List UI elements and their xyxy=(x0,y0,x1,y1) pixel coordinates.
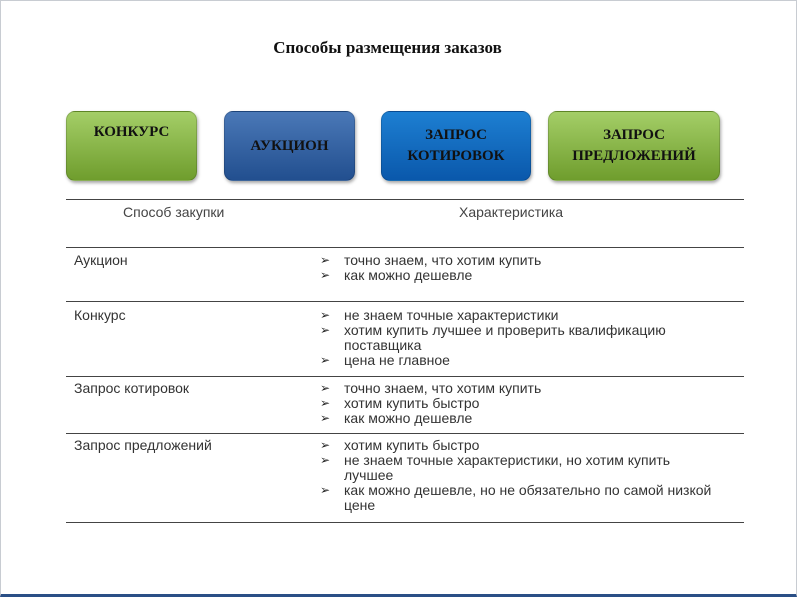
table-row-characteristics xyxy=(320,438,720,513)
arrow-bullet-icon: ➢ xyxy=(320,483,331,497)
pill-label: АУКЦИОН xyxy=(250,137,329,154)
list-item: ➢ как можно дешевле xyxy=(320,267,473,283)
table-header-divider xyxy=(66,247,744,248)
table-bottom-border xyxy=(66,522,744,523)
table-row-characteristics xyxy=(320,253,720,283)
table-row-divider xyxy=(66,376,744,377)
arrow-bullet-icon: ➢ xyxy=(320,411,331,425)
arrow-bullet-icon: ➢ xyxy=(320,396,331,410)
table-row-method: Запрос предложений xyxy=(74,437,212,453)
list-item: ➢ не знаем точные характеристики xyxy=(320,307,559,323)
list-item: ➢ точно знаем, что хотим купить xyxy=(320,380,542,396)
list-item: ➢ как можно дешевле xyxy=(320,410,473,426)
slide-title: Способы размещения заказов xyxy=(273,38,502,57)
arrow-bullet-icon: ➢ xyxy=(320,253,331,267)
pill-label: КОНКУРС xyxy=(93,124,170,140)
list-item: ➢ хотим купить быстро xyxy=(320,395,480,411)
table-row-divider xyxy=(66,301,744,302)
list-item: ➢ цена не главное xyxy=(320,352,450,368)
pill-konkurs xyxy=(66,111,197,181)
table-top-border xyxy=(66,199,744,200)
column-header-method: Способ закупки xyxy=(123,204,225,220)
column-header-characteristic: Характеристика xyxy=(459,204,564,220)
arrow-bullet-icon: ➢ xyxy=(320,438,331,452)
list-item: ➢ точно знаем, что хотим купить xyxy=(320,252,542,268)
arrow-bullet-icon: ➢ xyxy=(320,381,331,395)
list-item: ➢ хотим купить быстро xyxy=(320,437,480,453)
arrow-bullet-icon: ➢ xyxy=(320,453,331,467)
table-row-method: Конкурс xyxy=(74,307,126,323)
pill-label-line1: ЗАПРОС xyxy=(425,127,487,143)
pill-zapros-predlozheniy xyxy=(548,111,720,181)
pill-label-line2: КОТИРОВОК xyxy=(407,148,505,164)
table-row-method: Запрос котировок xyxy=(74,380,190,396)
arrow-bullet-icon: ➢ xyxy=(320,268,331,282)
table-row-characteristics xyxy=(320,308,720,368)
pill-zapros-kotirovok xyxy=(381,111,531,181)
list-item: ➢ не знаем точные характеристики, но хотим купить лучшее xyxy=(320,452,671,483)
arrow-bullet-icon: ➢ xyxy=(320,323,331,337)
pill-label-line1: ЗАПРОС xyxy=(603,127,665,143)
table-row-divider xyxy=(66,433,744,434)
pill-auktsion xyxy=(224,111,355,181)
arrow-bullet-icon: ➢ xyxy=(320,308,331,322)
list-item: ➢ хотим купить лучшее и проверить квалификацию поставщика xyxy=(320,322,666,353)
pill-label-line2: ПРЕДЛОЖЕНИЙ xyxy=(572,148,696,164)
table-row-characteristics xyxy=(320,381,720,426)
arrow-bullet-icon: ➢ xyxy=(320,353,331,367)
list-item: ➢ как можно дешевле, но не обязательно по самой низкой цене xyxy=(320,482,712,513)
table-row-method: Аукцион xyxy=(74,252,128,268)
